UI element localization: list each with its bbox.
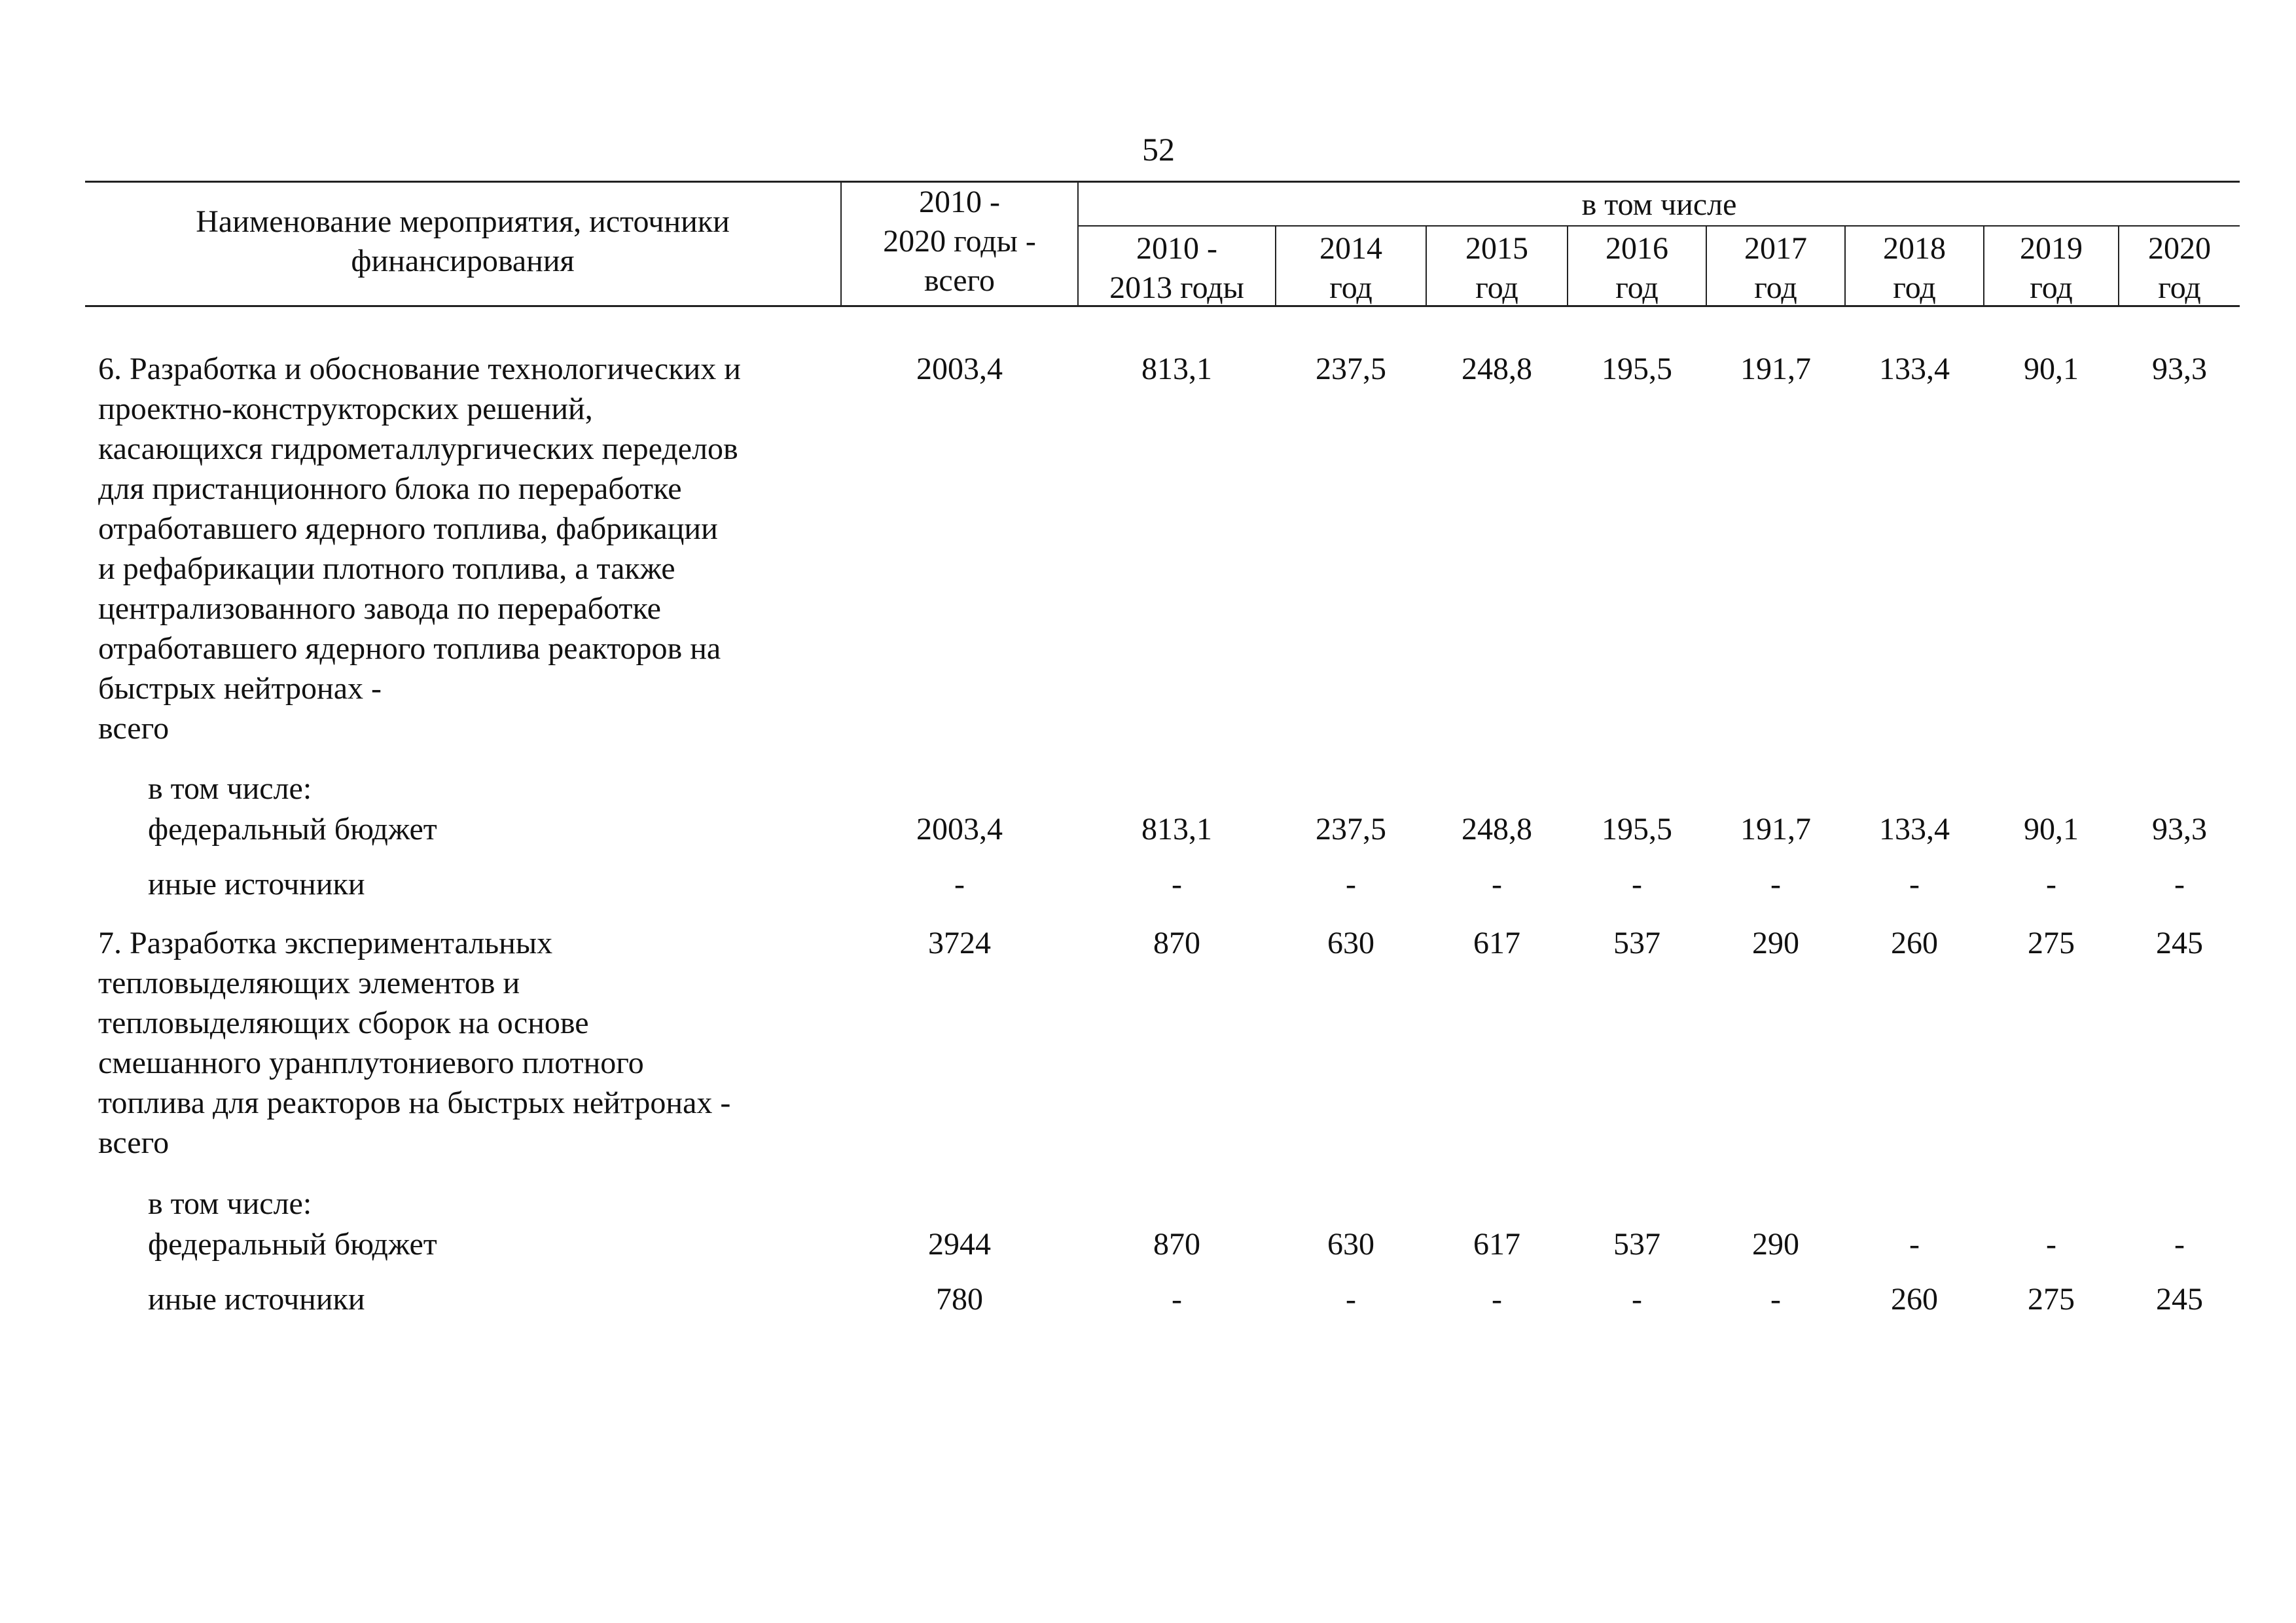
header-total-column [842, 183, 1077, 301]
header-name-line: Наименование мероприятия, источники [196, 204, 730, 239]
header-year-line: 2010 - [1136, 231, 1217, 266]
including-label: в том числе: [148, 771, 312, 806]
value-cell: 245 [2156, 926, 2203, 960]
text-line: проектно-конструкторских решений, [98, 392, 593, 426]
text-line: тепловыделяющих сборок на основе [98, 1006, 589, 1040]
value-cell: 813,1 [1141, 352, 1212, 386]
text-line: отработавшего ядерного топлива реакторов на [98, 631, 721, 666]
value-cell: - [1909, 867, 1920, 902]
header-year-line: 2014 [1319, 231, 1382, 266]
value-cell: 630 [1327, 926, 1374, 960]
value-cell: - [1172, 867, 1182, 902]
page-number: 52 [1142, 131, 1175, 168]
value-cell: 537 [1613, 1227, 1660, 1262]
header-year-line: 2016 [1605, 231, 1668, 266]
value-cell: - [1492, 867, 1502, 902]
value-cell: 290 [1752, 1227, 1799, 1262]
header-year-line: 2015 [1465, 231, 1528, 266]
measure-7-title [98, 923, 730, 1163]
header-year-line: 2019 [2020, 231, 2083, 266]
header-total-line: 2010 - [919, 185, 1000, 219]
header-year-line: 2018 [1883, 231, 1946, 266]
value-cell: - [2046, 1227, 2056, 1262]
value-cell: 90,1 [2024, 352, 2079, 386]
value-cell: 537 [1613, 926, 1660, 960]
value-cell: 2944 [928, 1227, 991, 1262]
federal-budget-label: федеральный бюджет [148, 1227, 437, 1262]
value-cell: - [1770, 867, 1781, 902]
value-cell: 133,4 [1879, 812, 1950, 847]
value-cell: 3724 [928, 926, 991, 960]
text-line: топлива для реакторов на быстрых нейтронах - [98, 1085, 731, 1120]
value-cell: 630 [1327, 1227, 1374, 1262]
value-cell: - [954, 867, 965, 902]
other-sources-label: иные источники [148, 867, 365, 902]
value-cell: 191,7 [1740, 352, 1811, 386]
text-line: касающихся гидрометаллургических переделов [98, 431, 738, 466]
header-year-line: год [2158, 270, 2201, 305]
table-top-rule [85, 181, 2240, 183]
text-line: быстрых нейтронах - [98, 671, 382, 706]
other-sources-label: иные источники [148, 1282, 365, 1317]
value-cell: - [2174, 1227, 2185, 1262]
federal-budget-label: федеральный бюджет [148, 812, 437, 847]
value-cell: - [1632, 867, 1642, 902]
value-cell: 93,3 [2152, 352, 2207, 386]
value-cell: - [2046, 867, 2056, 902]
text-line: 6. Разработка и обоснование технологических и [98, 352, 741, 386]
value-cell: - [1172, 1282, 1182, 1317]
header-year-2017 [1707, 229, 1844, 308]
value-cell: 290 [1752, 926, 1799, 960]
value-cell: 245 [2156, 1282, 2203, 1317]
value-cell: 248,8 [1462, 352, 1532, 386]
value-cell: 275 [2028, 1282, 2075, 1317]
including-label: в том числе: [148, 1186, 312, 1221]
header-year-line: год [1475, 270, 1518, 305]
header-group-label: в том числе [1581, 187, 1737, 222]
value-cell: 2003,4 [916, 352, 1003, 386]
header-name-column [85, 202, 840, 281]
value-cell: 237,5 [1316, 352, 1386, 386]
value-cell: - [1492, 1282, 1502, 1317]
value-cell: 870 [1153, 1227, 1200, 1262]
value-cell: 191,7 [1740, 812, 1811, 847]
text-line: отработавшего ядерного топлива, фабрикации [98, 511, 718, 546]
header-total-line: 2020 годы - [883, 224, 1036, 259]
value-cell: 260 [1891, 1282, 1938, 1317]
header-year-line: 2013 годы [1109, 270, 1244, 305]
text-line: централизованного завода по переработке [98, 591, 661, 626]
value-cell: 617 [1473, 1227, 1520, 1262]
header-year-line: год [1754, 270, 1797, 305]
value-cell: 93,3 [2152, 812, 2207, 847]
header-year-2018 [1846, 229, 1983, 308]
header-name-line: финансирования [351, 244, 575, 278]
text-line: всего [98, 1125, 170, 1160]
header-total-line: всего [924, 263, 996, 298]
text-line: тепловыделяющих элементов и [98, 966, 520, 1000]
value-cell: 870 [1153, 926, 1200, 960]
value-cell: - [1770, 1282, 1781, 1317]
text-line: всего [98, 711, 170, 746]
header-year-2014 [1276, 229, 1426, 308]
header-year-2019 [1984, 229, 2118, 308]
value-cell: - [2174, 867, 2185, 902]
value-cell: 260 [1891, 926, 1938, 960]
header-year-line: 2020 [2148, 231, 2211, 266]
value-cell: - [1909, 1227, 1920, 1262]
header-year-2015 [1427, 229, 1567, 308]
header-year-line: год [1893, 270, 1936, 305]
group-under-rule [1077, 225, 2240, 227]
text-line: 7. Разработка экспериментальных [98, 926, 553, 960]
value-cell: 90,1 [2024, 812, 2079, 847]
header-year-2016 [1568, 229, 1706, 308]
value-cell: - [1346, 867, 1356, 902]
value-cell: 195,5 [1602, 352, 1672, 386]
header-year-line: год [1329, 270, 1372, 305]
value-cell: 780 [936, 1282, 983, 1317]
value-cell: - [1346, 1282, 1356, 1317]
header-year-2020 [2119, 229, 2240, 308]
header-year-line: год [2030, 270, 2073, 305]
header-year-2010-2013 [1079, 229, 1275, 308]
value-cell: 133,4 [1879, 352, 1950, 386]
text-line: и рефабрикации плотного топлива, а также [98, 551, 675, 586]
value-cell: 617 [1473, 926, 1520, 960]
value-cell: 2003,4 [916, 812, 1003, 847]
text-line: для пристанционного блока по переработке [98, 471, 682, 506]
header-year-line: 2017 [1744, 231, 1807, 266]
text-line: смешанного уранплутониевого плотного [98, 1046, 644, 1080]
measure-6-title [98, 349, 741, 748]
value-cell: - [1632, 1282, 1642, 1317]
value-cell: 195,5 [1602, 812, 1672, 847]
value-cell: 248,8 [1462, 812, 1532, 847]
value-cell: 275 [2028, 926, 2075, 960]
value-cell: 237,5 [1316, 812, 1386, 847]
header-year-line: год [1615, 270, 1659, 305]
value-cell: 813,1 [1141, 812, 1212, 847]
